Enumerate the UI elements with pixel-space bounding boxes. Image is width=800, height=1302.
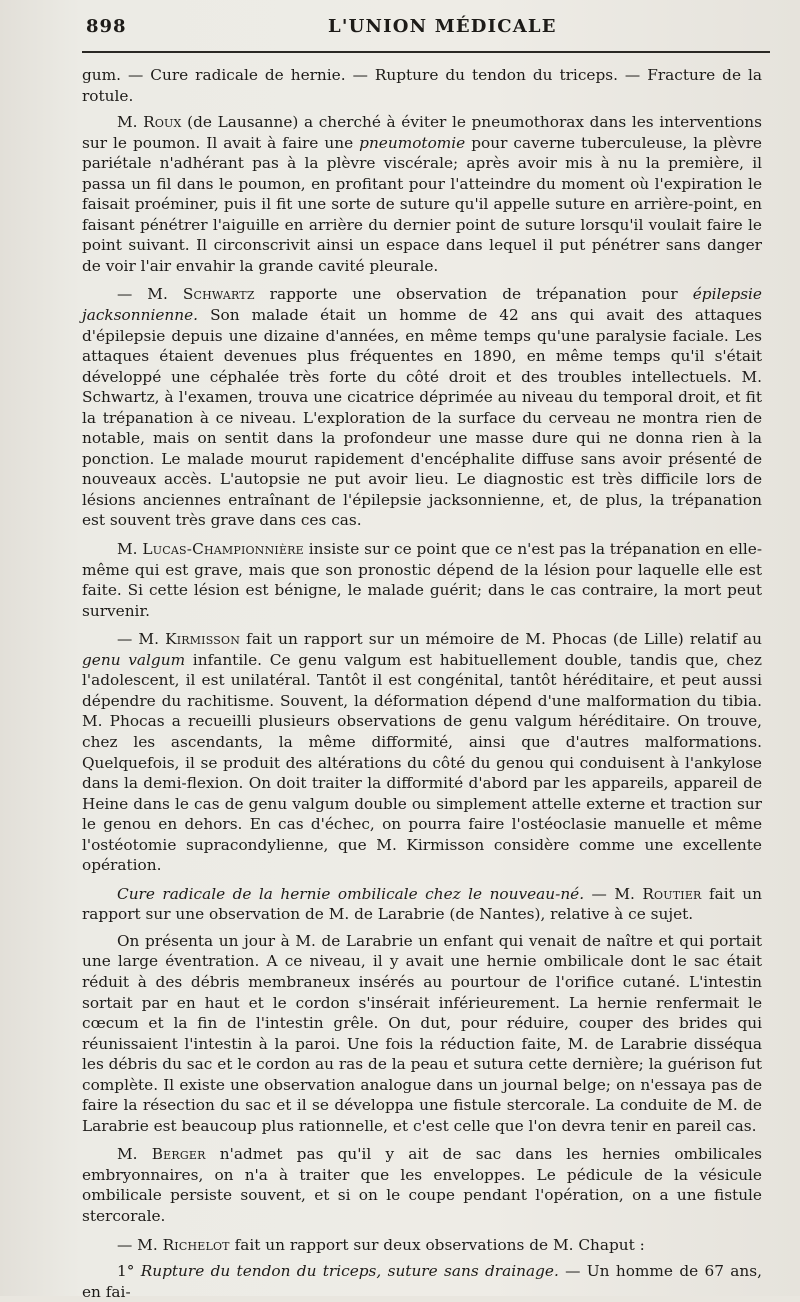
paragraph-schwartz bbox=[82, 284, 762, 531]
text-segment: fait un rapport sur une observation de M. de Larabrie (de Nantes), relative à ce sujet. bbox=[82, 884, 762, 924]
page-number: 898 bbox=[86, 16, 127, 37]
emphasis-term: pneumotomie bbox=[359, 133, 466, 152]
text-segment: M. bbox=[117, 1145, 152, 1164]
text-segment: Son malade était un homme de 42 ans qui avait des attaques d'épilepsie depuis une dizaine d'années, en même temps qu'une paralysie faciale. Les attaques étaient devenues plus fréquentes en 1890, en même temps qu'il s'était développé une céphalée très forte du côté droit et des troubles intellectuels. M. Schwartz, à l'examen, trouva une cicatrice déprimée au niveau du temporal droit, et fit la trépanation à ce niveau. L'exploration de la surface du cerveau ne montra rien de notable, mais on sentit dans la profondeur une masse dure qui ne donna rien à la ponction. Le malade mourut rapidement d'encéphalite diffuse sans avoir présenté de nouveaux accès. L'autopsie ne put avoir lieu. Le diagnostic est très difficile lors de lésions anciennes entraînant de l'épilepsie jacksonnienne, et, de plus, la trépanation est souvent très grave dans ces cas. bbox=[82, 306, 762, 530]
author-name: Routier bbox=[642, 884, 702, 903]
text-segment: — M. bbox=[584, 884, 643, 903]
text-segment: infantile. Ce genu valgum est habituellement double, tandis que, chez l'adolescent, il est unilatéral. Tantôt il est congénital, tantôt héréditaire, et peut aussi dépendre du rachitisme. Souvent, la déformation dépend d'une malformation du tibia. M. Phocas a recueilli plusieurs observations de genu valgum héréditaire. On trouve, chez les ascendants, la même difformité, ainsi que d'autres malformations. Quelquefois, il se produit des altérations du côté du genou qui conduisent à l'ankylose dans la demi-flexion. On doit traiter la difformité d'abord par les appareils, appareil de Heine dans le cas de genu valgum double ou simplement attelle externe et traction sur le genou en dehors. En cas d'échec, on pourra faire l'ostéoclasie manuelle et même l'ostéotomie supracondylienne, que M. Kirmisson considère comme une excellente opération. bbox=[82, 650, 762, 875]
author-name: Schwartz bbox=[182, 285, 255, 304]
page-header bbox=[82, 16, 762, 42]
text-segment: — M. bbox=[117, 630, 166, 649]
author-name: Richelot bbox=[162, 1235, 230, 1254]
paragraph-kirmisson bbox=[82, 629, 762, 876]
paragraph-berger bbox=[82, 1144, 762, 1226]
text-segment: pour caverne tuberculeuse, la plèvre pariétale n'adhérant pas à la plèvre viscérale; après avoir mis à nu la première, il passa un fil dans le poumon, en profitant pour l'atteindre du moment où l'expiration le faisait proéminer, puis il fit une sorte de suture qu'il appelle suture en arrière-point, en faisant pénétrer l'aiguille en arrière du dernier point de suture lorsqu'il voulait faire le point suivant. Il circonscrivit ainsi un espace dans lequel il put pénétrer sans danger de voir l'air envahir la grande cavité pleurale. bbox=[82, 133, 762, 275]
article-body bbox=[82, 65, 762, 1302]
text-segment: — Un homme de 67 ans, en fai- bbox=[82, 1262, 762, 1301]
text-segment: — M. bbox=[117, 285, 183, 304]
journal-title: L'UNION MÉDICALE bbox=[328, 16, 557, 37]
text-segment: — M. bbox=[117, 1235, 163, 1254]
text-segment: On présenta un jour à M. de Larabrie un enfant qui venait de naître et qui portait une large éventration. A ce niveau, il y avait une hernie ombilicale dont le sac était réduit à des débris membraneux insérés au pourtour de l'orifice cutané. L'intestin sortait par en haut et le cordon s'insérait inférieurement. La hernie renfermait le cœcum et la fin de l'intestin grêle. On dut, pour réduire, couper des brides qui réunissaient l'intestin à la paroi. Une fois la réduction faite, M. de Larabrie disséqua les débris du sac et le cordon au ras de la peau et sutura cette dernière; la guérison fut complète. Il existe une observation analogue dans un journal belge; on n'essaya pas de faire la résection du sac et il se développa une fistule stercorale. La conduite de M. de Larabrie est beaucoup plus rationnelle, et c'est celle que l'on devra tenir en pareil cas. bbox=[82, 931, 762, 1135]
text-segment: fait un rapport sur un mémoire de M. Phocas (de Lille) relatif au bbox=[240, 630, 762, 649]
section-heading: Rupture du tendon du triceps, suture sans drainage. bbox=[140, 1262, 559, 1281]
text-segment: (de Lausanne) a cherché à éviter le pneumothorax dans les interventions sur le poumon. Il avait à faire une bbox=[82, 113, 762, 152]
author-name: Kirmisson bbox=[165, 630, 241, 649]
header-rule bbox=[82, 51, 770, 53]
emphasis-term: genu valgum bbox=[82, 650, 186, 669]
text-segment: n'admet pas qu'il y ait de sac dans les hernies ombilicales embryonnaires, on n'a à traiter que les enveloppes. Le pédicule de la vésicule ombilicale persiste souvent, et si on le coupe pendant l'opération, on a une fistule stercorale. bbox=[82, 1145, 762, 1225]
section-heading: Cure radicale de la hernie ombilicale chez le nouveau-né. bbox=[117, 884, 585, 903]
text-segment: fait un rapport sur deux observations de M. Chaput : bbox=[229, 1235, 645, 1254]
author-name: Berger bbox=[151, 1145, 206, 1164]
text-segment: insiste sur ce point que ce n'est pas la trépanation en elle-même qui est grave, mais que son pronostic dépend de la lésion pour laquelle elle est faite. Si cette lésion est bénigne, le malade guérit; dans le cas contraire, la mort peut survenir. bbox=[82, 540, 762, 620]
paragraph-lucas-championniere bbox=[82, 539, 762, 621]
paragraph-roux bbox=[82, 112, 762, 276]
text-segment: M. bbox=[117, 113, 144, 132]
author-name: Lucas-Championnière bbox=[142, 540, 304, 559]
author-name: Roux bbox=[143, 113, 182, 132]
paragraph-larabrie-case bbox=[82, 931, 762, 1136]
paragraph-continuation bbox=[82, 65, 762, 106]
text-segment: 1° bbox=[117, 1262, 141, 1281]
emphasis-term: épilepsie jacksonnienne. bbox=[82, 285, 762, 325]
text-segment: rapporte une observation de trépanation pour bbox=[254, 285, 693, 304]
text-segment: gum. — Cure radicale de hernie. — Rupture du tendon du triceps. — Fracture de la rotule. bbox=[82, 66, 762, 105]
text-segment: M. bbox=[117, 540, 143, 559]
paragraph-routier bbox=[82, 884, 762, 925]
paragraph-richelot bbox=[82, 1235, 762, 1256]
